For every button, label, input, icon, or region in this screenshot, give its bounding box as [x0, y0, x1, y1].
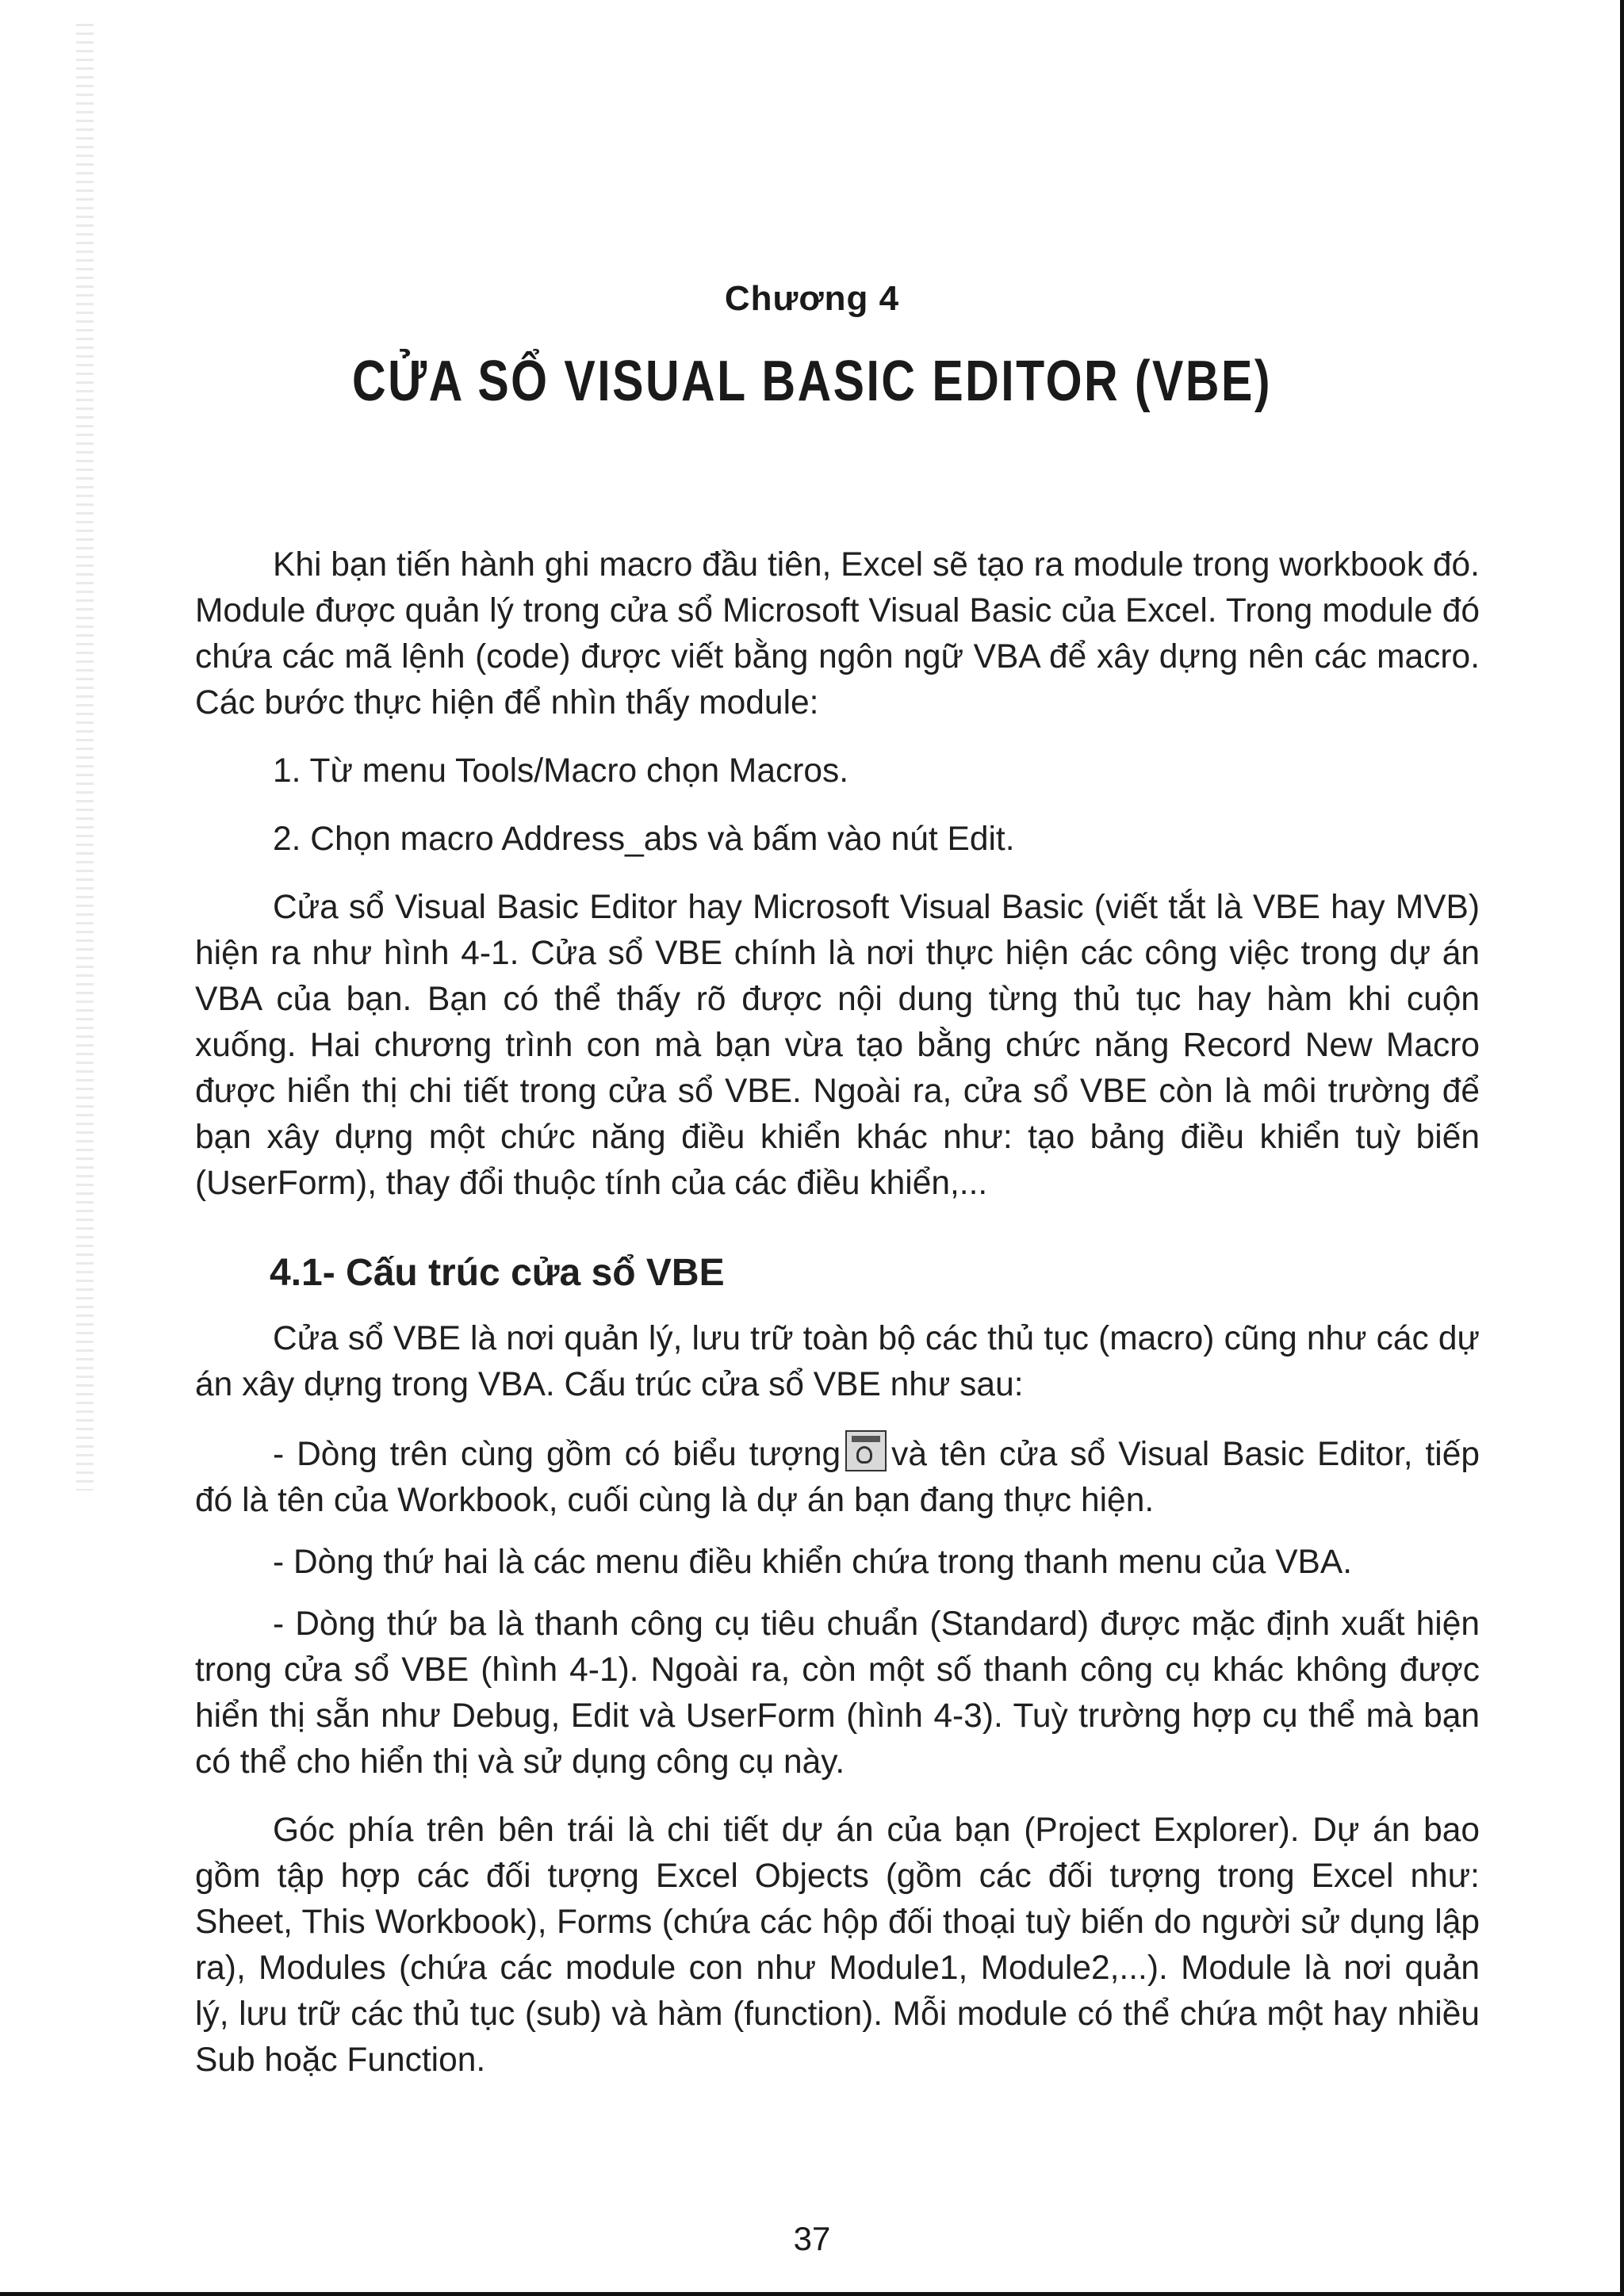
scan-edge-artifact: [76, 24, 94, 1490]
structure-item-1-text-b: và tên cửa sổ Visual Basic Editor, tiếp đó là tên của Workbook, cuối cùng là dự án bạn đang thực hiện.: [195, 1436, 1480, 1519]
section-paragraph-1: Cửa sổ VBE là nơi quản lý, lưu trữ toàn bộ các thủ tục (macro) cũng như các dự án xây dựng trong VBA. Cấu trúc cửa sổ VBE như sau:: [195, 1320, 1480, 1403]
section-heading: 4.1- Cấu trúc cửa sổ VBE: [270, 1252, 725, 1294]
step-2: 2. Chọn macro Address_abs và bấm vào nút Edit.: [273, 821, 1015, 858]
vbe-window-icon: [845, 1430, 887, 1471]
page-body: [195, 542, 1480, 2084]
intro-paragraph-2: Cửa sổ Visual Basic Editor hay Microsoft Visual Basic (viết tắt là VBE hay MVB) hiện ra như hình 4-1. Cửa sổ VBE chính là nơi thực hiện các công việc trong dự án VBA của bạn. Bạn có thể thấy rõ được nội dung từng thủ tục hay hàm khi cuộn xuống. Hai chương trình con mà bạn vừa tạo bằng chức năng Record New Macro được hiển thị chi tiết trong cửa sổ VBE. Ngoài ra, cửa sổ VBE còn là môi trường để bạn xây dựng một chức năng điều khiển khác như: tạo bảng điều khiển tuỳ biến (UserForm), thay đổi thuộc tính của các điều khiển,...: [195, 889, 1480, 1202]
section-paragraph-2: Góc phía trên bên trái là chi tiết dự án của bạn (Project Explorer). Dự án bao gồm tập hợp các đối tượng Excel Objects (gồm các đối tượng trong Excel như: Sheet, This Workbook), Forms (chứa các hộp đối thoại tuỳ biến do người sử dụng lập ra), Modules (chứa các module con như Module1, Module2,...). Module là nơi quản lý, lưu trữ các thủ tục (sub) và hàm (function). Mỗi module có thể chứa một hay nhiều Sub hoặc Function.: [195, 1812, 1480, 2079]
structure-item-3: - Dòng thứ ba là thanh công cụ tiêu chuẩn (Standard) được mặc định xuất hiện trong cửa sổ VBE (hình 4-1). Ngoài ra, còn một số thanh công cụ khác không được hiển thị sẵn như Debug, Edit và UserForm (hình 4-3). Tuỳ trường hợp cụ thể mà bạn có thể cho hiển thị và sử dụng công cụ này.: [195, 1605, 1480, 1781]
chapter-title: CỬA SỔ VISUAL BASIC EDITOR (VBE): [352, 350, 1272, 413]
structure-item-1: [195, 1430, 1480, 1524]
page-number: 37: [793, 2220, 831, 2257]
intro-paragraph-1: Khi bạn tiến hành ghi macro đầu tiên, Excel sẽ tạo ra module trong workbook đó. Module được quản lý trong cửa sổ Microsoft Visual Basic của Excel. Trong module đó chứa các mã lệnh (code) được viết bằng ngôn ngữ VBA để xây dựng nên các macro. Các bước thực hiện để nhìn thấy module:: [195, 546, 1480, 721]
chapter-label: Chương 4: [724, 279, 900, 318]
structure-item-2: - Dòng thứ hai là các menu điều khiển chứa trong thanh menu của VBA.: [273, 1544, 1353, 1581]
step-1: 1. Từ menu Tools/Macro chọn Macros.: [273, 752, 849, 790]
structure-item-1-text-a: - Dòng trên cùng gồm có biểu tượng: [273, 1436, 841, 1473]
